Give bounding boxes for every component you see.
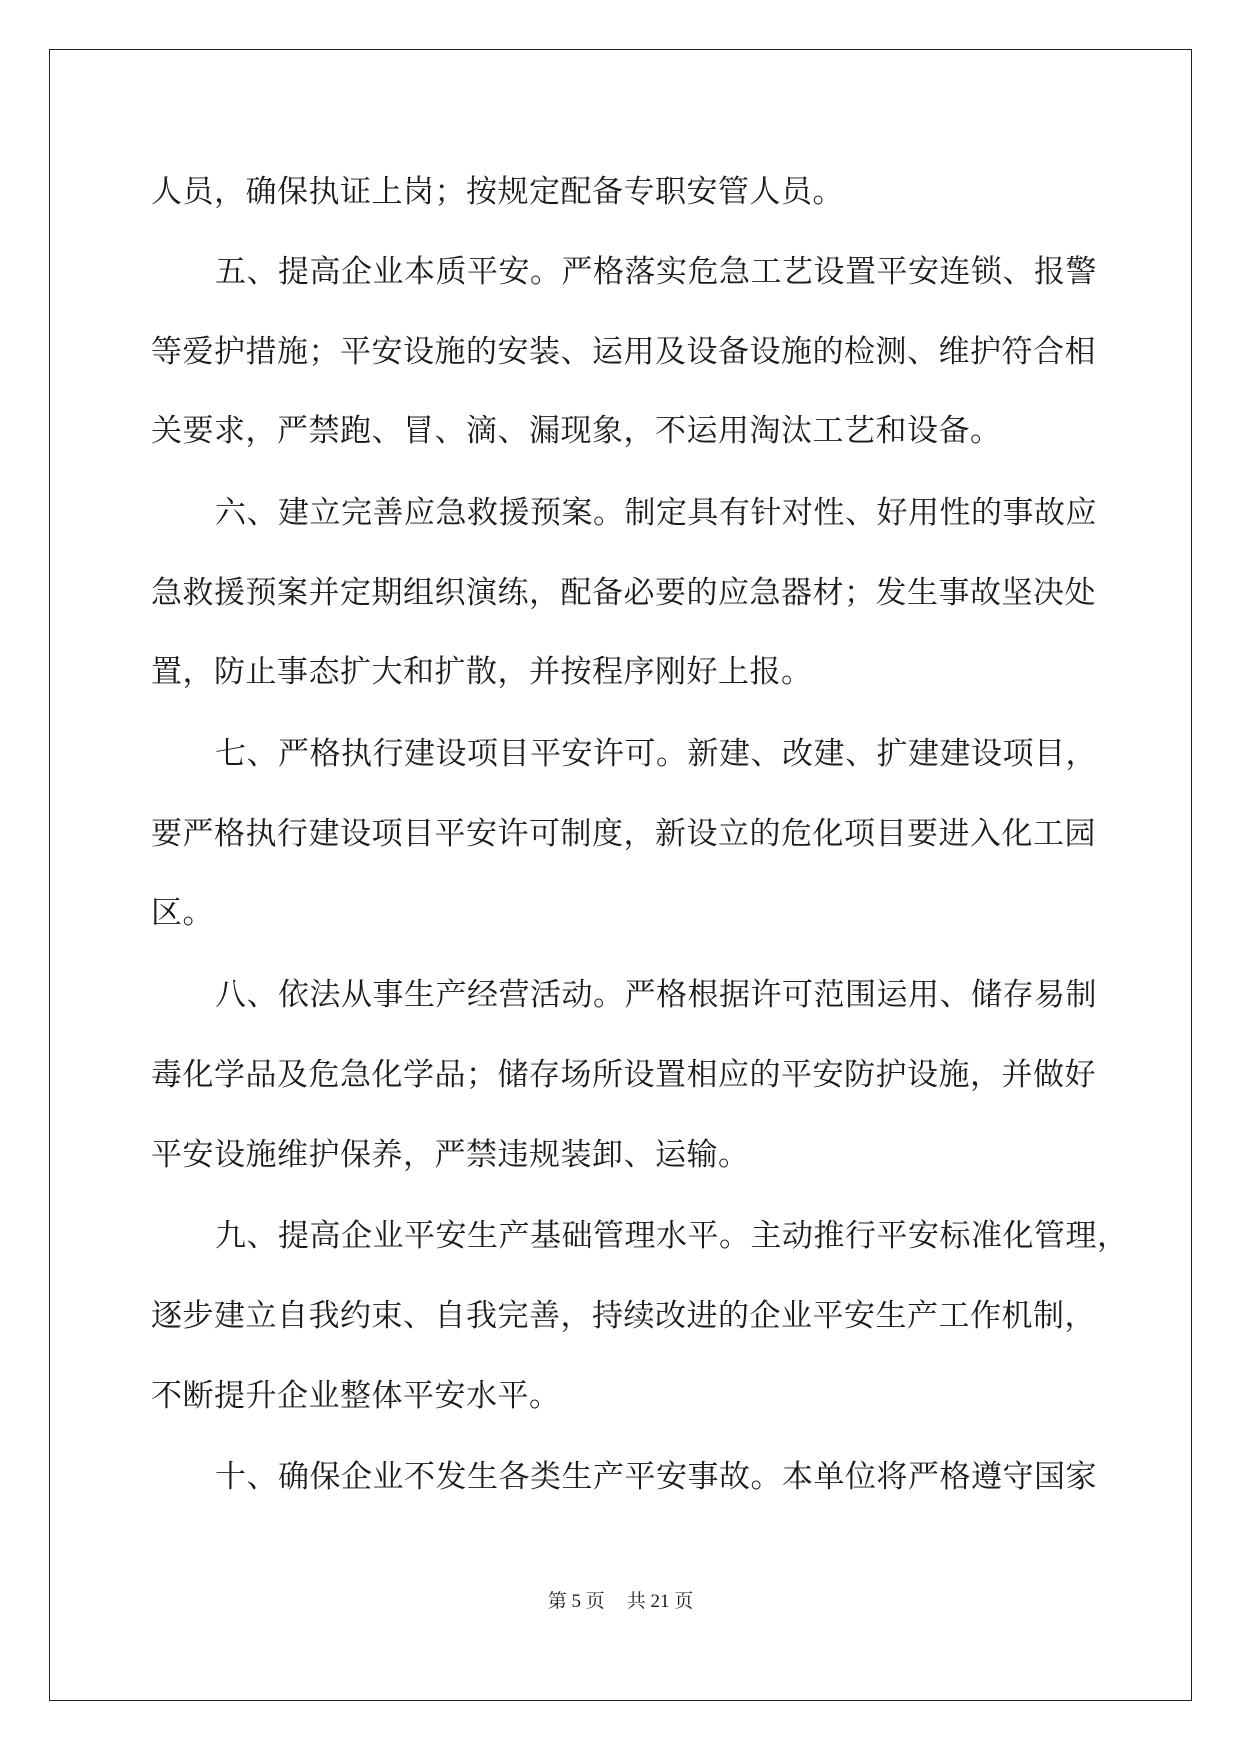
text-line: 人员，确保执证上岗；按规定配备专职安管人员。 (151, 174, 844, 210)
page-number: 第 5 页 (547, 1591, 605, 1612)
text-line: 要严格执行建设项目平安许可制度，新设立的危化项目要进入化工园 (151, 816, 1096, 852)
text-line: 平安设施维护保养，严禁违规装卸、运输。 (151, 1137, 750, 1173)
paragraph-6-line-1: 六、建立完善应急救援预案。制定具有针对性、好用性的事故应 (215, 495, 1097, 531)
text-line: 逐步建立自我约束、自我完善，持续改进的企业平安生产工作机制， (151, 1298, 1096, 1334)
paragraph-8-line-1: 八、依法从事生产经营活动。严格根据许可范围运用、储存易制 (215, 977, 1097, 1013)
text-line: 区。 (151, 895, 214, 931)
total-pages: 共 21 页 (626, 1591, 694, 1612)
text-line: 置，防止事态扩大和扩散，并按程序刚好上报。 (151, 654, 813, 690)
page-footer (0, 1590, 1241, 1614)
text-line: 等爱护措施；平安设施的安装、运用及设备设施的检测、维护符合相 (151, 334, 1096, 370)
paragraph-7-line-1: 七、严格执行建设项目平安许可。新建、改建、扩建建设项目， (215, 736, 1097, 772)
paragraph-9-line-1: 九、提高企业平安生产基础管理水平。主动推行平安标准化管理， (215, 1218, 1129, 1254)
text-line: 毒化学品及危急化学品；储存场所设置相应的平安防护设施，并做好 (151, 1057, 1096, 1093)
paragraph-10-line-1: 十、确保企业不发生各类生产平安事故。本单位将严格遵守国家 (215, 1459, 1097, 1495)
text-line: 急救援预案并定期组织演练，配备必要的应急器材；发生事故坚决处 (151, 575, 1096, 611)
text-line: 不断提升企业整体平安水平。 (151, 1378, 561, 1414)
page-border (49, 49, 1192, 1701)
text-line: 关要求，严禁跑、冒、滴、漏现象，不运用淘汰工艺和设备。 (151, 413, 1002, 449)
paragraph-5-line-1: 五、提高企业本质平安。严格落实危急工艺设置平安连锁、报警 (215, 254, 1097, 290)
